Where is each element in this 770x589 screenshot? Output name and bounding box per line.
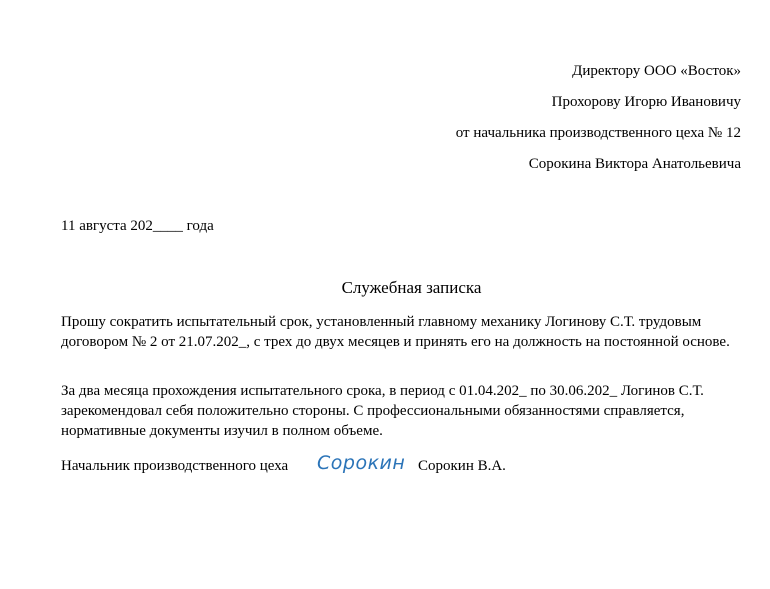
document-date: 11 августа 202____ года bbox=[61, 218, 214, 234]
sender-line-1: от начальника производственного цеха № 12 bbox=[455, 125, 741, 141]
addressee-line-2: Прохорову Игорю Ивановичу bbox=[551, 94, 741, 110]
signer-name: Сорокин В.А. bbox=[418, 458, 506, 474]
document-title: Служебная записка bbox=[341, 278, 482, 297]
body-paragraph-2: За два месяца прохождения испытательного срока, в период с 01.04.202_ по 30.06.202_ Логинов С.Т. зарекомендовал себя положительно стороны. С профессиональными обязанностями справляется, нормативные документы изучил в полном объеме. bbox=[61, 383, 704, 439]
handwritten-signature: Сорокин bbox=[317, 452, 406, 474]
addressee-block bbox=[456, 64, 741, 188]
addressee-line-1: Директору ООО «Восток» bbox=[572, 63, 741, 79]
sender-line-2: Сорокина Виктора Анатольевича bbox=[528, 156, 741, 172]
signer-position: Начальник производственного цеха bbox=[61, 458, 289, 474]
body-paragraph-1: Прошу сократить испытательный срок, установленный главному механику Логинову С.Т. трудовым договором № 2 от 21.07.202_, с трех до двух месяцев и принять его на должность на постоянной основе. bbox=[61, 314, 730, 350]
